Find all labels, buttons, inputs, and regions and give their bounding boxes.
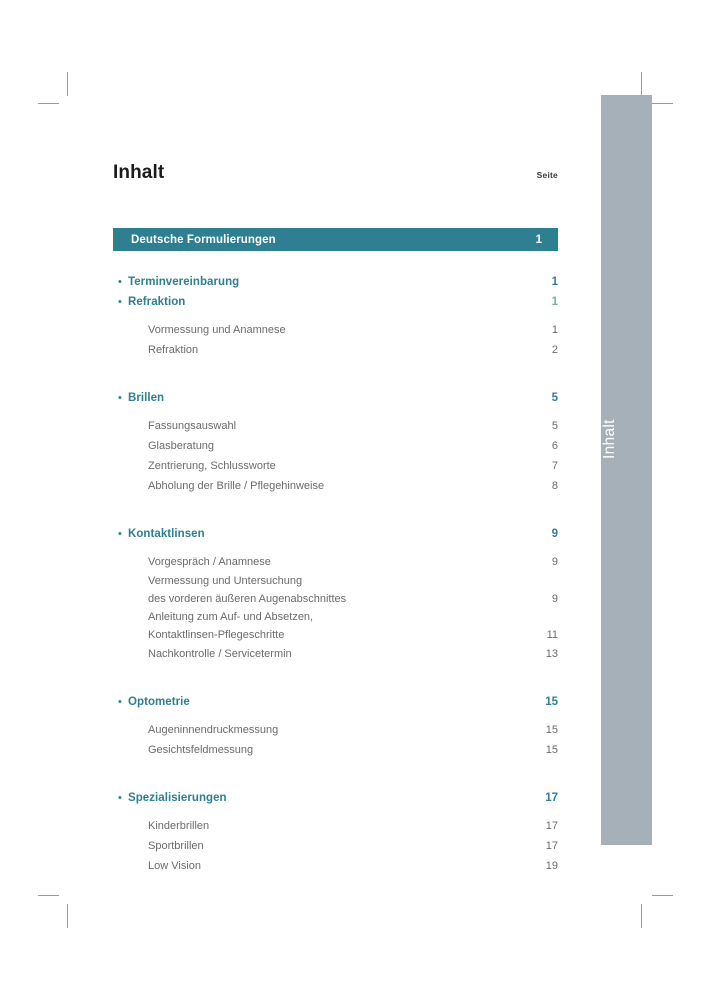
bullet-icon: • [118,296,122,308]
toc-entry-page-number: 9 [551,556,558,568]
toc-entry-sub[interactable] [113,608,558,644]
page-column-header: Seite [536,170,558,180]
toc-entry-sub[interactable] [113,836,558,856]
toc-entry-text [113,692,190,712]
toc-entry-label [148,572,346,608]
crop-mark-bottom-right-horizontal [652,895,673,896]
toc-group [113,692,558,760]
toc-entry-label-line: Gesichtsfeldmessung [148,744,254,756]
chapter-banner-label: Deutsche Formulierungen [131,233,276,246]
toc-entry-text [113,436,214,456]
toc-entry-page-number: 6 [551,440,558,452]
toc-entry-text [113,340,198,360]
toc-entry-label: Refraktion [128,296,186,308]
toc-entry-label [148,836,204,856]
toc-entry-label: Brillen [128,392,165,404]
toc-entry-text [113,720,278,740]
toc-entry-text [113,292,185,312]
toc-entry-page-number: 17 [545,820,558,832]
toc-entry-label [148,340,198,360]
bullet-icon: • [118,392,122,404]
toc-group [113,524,558,664]
toc-entry-label-line: Fassungsauswahl [148,420,237,432]
bullet-icon: • [118,792,122,804]
crop-mark-bottom-left-horizontal [38,895,59,896]
toc-entry-label: Spezialisierungen [128,792,227,804]
toc-entry-label-line: Nachkontrolle / Servicetermin [148,648,292,660]
toc-entry-label [148,608,313,644]
toc-entry-text [113,552,271,572]
toc-entry-main[interactable] [113,388,558,408]
toc-group [113,272,558,360]
toc-entry-page-number: 5 [551,420,558,432]
toc-entry-text [113,416,236,436]
toc-group [113,788,558,876]
toc-entry-label [148,416,236,436]
spacer [113,312,558,320]
toc-entry-text [113,836,204,856]
spacer [113,544,558,552]
toc-header [113,162,558,184]
toc-entry-sub[interactable] [113,456,558,476]
toc-entry-label [148,456,276,476]
toc-entry-label-line: Low Vision [148,860,201,872]
toc-entry-text [113,388,164,408]
bullet-icon: • [118,696,122,708]
toc-entry-page-number: 15 [545,724,558,736]
toc-entry-page-number: 19 [545,860,558,872]
toc-entry-label-line: Abholung der Brille / Pflegehinweise [148,480,325,492]
toc-entry-sub[interactable] [113,856,558,876]
toc-entry-label: Terminvereinbarung [128,276,240,288]
crop-mark-bottom-left-vertical [67,904,68,928]
toc-entry-page-number: 15 [545,744,558,756]
crop-mark-top-left-horizontal [38,103,59,104]
toc-entry-sub[interactable] [113,644,558,664]
toc-entry-main[interactable] [113,692,558,712]
toc-entry-label [148,816,209,836]
chapter-banner-page: 1 [535,233,542,246]
toc-entry-text [113,320,286,340]
toc-entry-label [148,320,286,340]
toc-entry-label: Kontaktlinsen [128,528,205,540]
toc-entry-text [113,644,292,664]
toc-entry-text [113,272,239,292]
toc-entry-page-number: 7 [551,460,558,472]
toc-entry-sub[interactable] [113,320,558,340]
toc-entry-sub[interactable] [113,552,558,572]
toc-entry-label [148,856,201,876]
toc-entry-label-line: Vormessung und Anamnese [148,324,286,336]
toc-entry-page-number: 13 [545,648,558,660]
toc-entry-list [113,272,558,876]
toc-group [113,388,558,496]
toc-entry-main[interactable] [113,524,558,544]
toc-entry-text [113,788,227,808]
bullet-icon: • [118,276,122,288]
crop-mark-bottom-right-vertical [641,904,642,928]
toc-entry-text [113,524,205,544]
toc-entry-sub[interactable] [113,816,558,836]
toc-entry-sub[interactable] [113,340,558,360]
toc-entry-text [113,456,276,476]
toc-entry-sub[interactable] [113,740,558,760]
toc-entry-sub[interactable] [113,476,558,496]
page-title: Inhalt [113,162,165,183]
toc-entry-label-line: Kinderbrillen [148,820,210,832]
bullet-icon: • [118,528,122,540]
toc-entry-sub[interactable] [113,436,558,456]
toc-entry-text [113,740,253,760]
spacer [113,408,558,416]
toc-entry-label-line: Zentrierung, Schlussworte [148,460,276,472]
toc-entry-page-number: 1 [551,324,558,336]
toc-entry-page-number: 9 [551,528,558,540]
side-index-tab [601,95,652,845]
toc-entry-page-number: 15 [545,696,558,708]
toc-entry-text [113,572,346,608]
crop-mark-top-right-horizontal [652,103,673,104]
crop-mark-top-right-vertical [641,72,642,96]
toc-entry-sub[interactable] [113,572,558,608]
toc-entry-page-number: 1 [551,276,558,288]
spacer [113,808,558,816]
toc-entry-page-number: 11 [546,629,558,641]
toc-entry-text [113,816,209,836]
toc-entry-page-number: 17 [545,792,558,804]
toc-entry-label-line: Glasberatung [148,440,215,452]
toc-entry-text [113,608,313,644]
toc-entry-label-line: des vorderen äußeren Augenabschnittes [148,593,347,605]
toc-entry-main[interactable] [113,292,558,312]
toc-entry-label [148,552,271,572]
toc-entry-page-number: 5 [551,392,558,404]
toc-entry-label [148,436,214,456]
toc-entry-label [148,476,324,496]
toc-entry-label [148,720,278,740]
toc-entry-label-line: Kontaktlinsen-Pflegeschritte [148,629,285,641]
toc-entry-label [148,740,253,760]
crop-mark-top-left-vertical [67,72,68,96]
toc-entry-label-line: Vorgespräch / Anamnese [148,556,271,568]
toc-entry-main[interactable] [113,788,558,808]
toc-entry-label-line: Sportbrillen [148,840,204,852]
toc-entry-sub[interactable] [113,720,558,740]
toc-entry-page-number: 1 [551,296,558,308]
toc-entry-text [113,856,201,876]
toc-entry-sub[interactable] [113,416,558,436]
toc-entry-label-line: Augeninnendruckmessung [148,724,279,736]
toc-entry-page-number: 2 [551,344,558,356]
side-index-tab-label: Inhalt [601,419,618,459]
toc-entry-label [148,644,292,664]
toc-entry-label-line: Vermessung und Untersuchung [148,575,303,587]
toc-entry-label-line: Anleitung zum Auf- und Absetzen, [148,611,314,623]
toc-entry-page-number: 8 [551,480,558,492]
toc-entry-text [113,476,324,496]
toc-entry-main[interactable] [113,272,558,292]
toc-entry-label-line: Refraktion [148,344,199,356]
toc-entry-page-number: 9 [551,593,558,605]
chapter-banner [113,228,558,251]
toc-entry-page-number: 17 [545,840,558,852]
toc-entry-label: Optometrie [128,696,190,708]
spacer [113,712,558,720]
